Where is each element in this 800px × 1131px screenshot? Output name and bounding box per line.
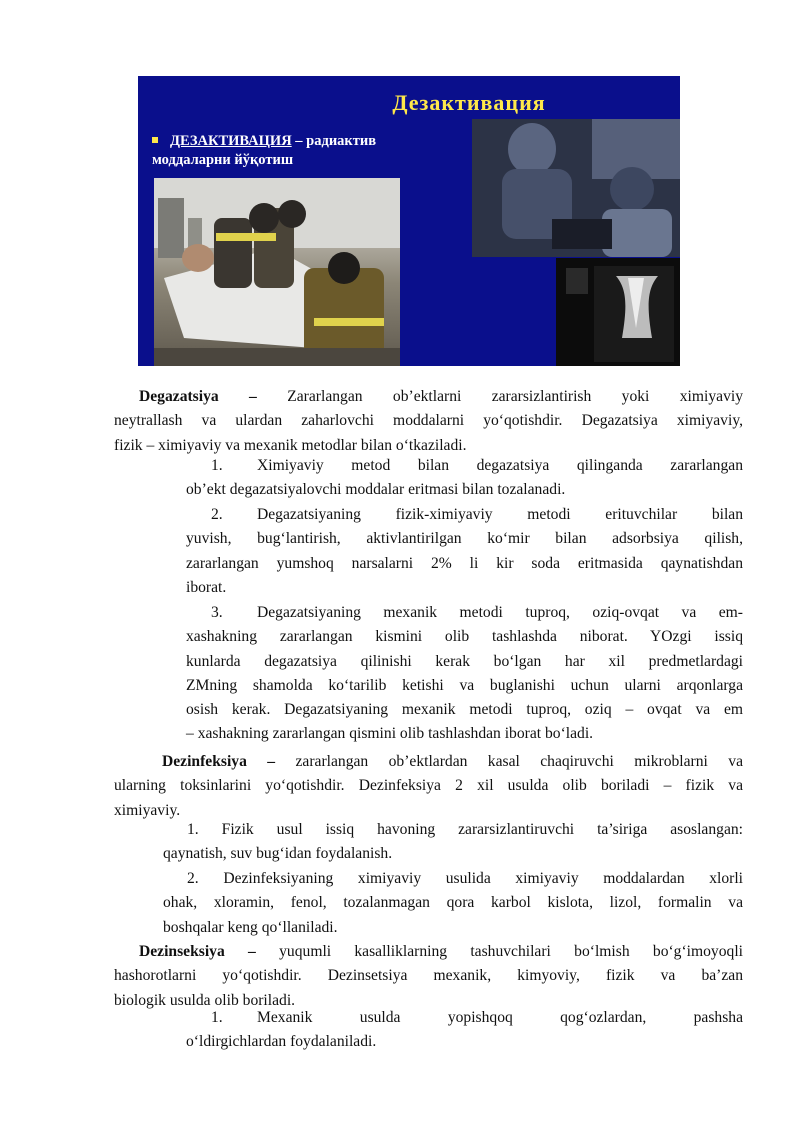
degazatsiya-paragraph: [114, 385, 743, 458]
item-number: 3.: [211, 604, 223, 621]
item-number: 1.: [187, 821, 199, 838]
text-line: Ximiyaviy metod bilan degazatsiya qilinganda zararlangan: [257, 457, 743, 474]
item-number: 2.: [187, 870, 199, 887]
slide-bullet-keyword: ДЕЗАКТИВАЦИЯ: [170, 133, 292, 149]
item-number: 2.: [211, 506, 223, 523]
rescue-photo: [154, 178, 400, 366]
text-line: Dezinfeksiyaning ximiyaviy usulida ximiyaviy moddalardan xlorli: [223, 870, 743, 887]
text-line: ZMning shamolda ko‘tarilib ketishi va buglanishi uchun ularni arqonlarga: [186, 676, 743, 694]
text-line: ob’ekt degazatsiyalovchi moddalar eritmasi bilan tozalanadi.: [186, 481, 566, 499]
xray-photo: [556, 258, 680, 366]
text-line: boshqalar keng qo‘llaniladi.: [163, 918, 338, 936]
lab-photo: [472, 119, 680, 257]
text-line: Degazatsiyaning fizik-ximiyaviy metodi erituvchilar bilan: [257, 506, 743, 523]
text-line: hashorotlarni yo‘qotishdir. Dezinsetsiya mexanik, kimyoviy, fizik va ba’zan: [114, 967, 743, 985]
text-line: fizik – ximiyaviy va mexanik metodlar bilan o‘tkaziladi.: [114, 436, 467, 454]
slide-image: [138, 76, 680, 366]
degaz-item-1: [186, 454, 743, 503]
dezinseksiya-paragraph: [114, 940, 743, 1013]
slide-title: Дезактивация: [392, 90, 546, 115]
text-line: zararlangan ob’ektlardan kasal chaqiruvchi mikroblarni va: [275, 753, 743, 770]
text-line: biologik usulda olib boriladi.: [114, 991, 296, 1009]
text-line: Zararlangan ob’ektlarni zararsizlantirish yoki ximiyaviy: [256, 388, 743, 405]
text-line: ximiyaviy.: [114, 801, 181, 819]
slide-bullet-line2: моддаларни йўқотиш: [152, 152, 294, 168]
text-line: zararlangan yumshoq narsalarni 2% li kir soda eritmasida qaynatishdan: [186, 554, 743, 572]
slide-bullet: [152, 132, 472, 170]
text-line: ohak, xloramin, fenol, tozalanmagan qora karbol kislota, lizol, formalin va: [163, 894, 743, 912]
text-line: ularning toksinlarini yo‘qotishdir. Dezinfeksiya 2 xil usulda olib boriladi – fizik va: [114, 777, 743, 795]
degaz-item-3: [186, 601, 743, 747]
text-line: xashakning zararlangan kismini olib tashlashda niborat. YOzgi issiq: [186, 628, 743, 646]
item-number: 1.: [211, 457, 223, 474]
degaz-item-2: [186, 503, 743, 600]
text-line: qaynatish, suv bug‘idan foydalanish.: [163, 845, 393, 863]
item-number: 1.: [211, 1009, 223, 1026]
degazatsiya-term: Degazatsiya –: [139, 388, 257, 405]
dezinfeksiya-paragraph: [114, 750, 743, 823]
text-line: iborat.: [186, 578, 227, 596]
text-line: o‘ldirgichlardan foydalaniladi.: [186, 1033, 377, 1051]
text-line: neytrallash va ulardan zaharlovchi moddalarni yo‘qotishdir. Degazatsiya ximiyaviy,: [114, 412, 743, 430]
text-line: Fizik usul issiq havoning zararsizlantiruvchi ta’siriga asoslangan:: [221, 821, 743, 838]
text-line: yuqumli kasalliklarning tashuvchilari bo‘lmish bo‘g‘imoyoqli: [255, 943, 743, 960]
text-line: kunlarda degazatsiya qilinishi kerak bo‘lgan har xil predmetlardagi: [186, 652, 743, 670]
text-line: osish kerak. Degazatsiyaning mexanik metodi tuproq, oziq – ovqat va em: [186, 701, 743, 719]
dezinfeksiya-term: Dezinfeksiya –: [162, 753, 276, 770]
text-line: – xashakning zararlangan qismini olib tashlashdan iborat bo‘ladi.: [186, 725, 594, 743]
dezinf-item-2: [163, 867, 743, 940]
text-line: Mexanik usulda yopishqoq qog‘ozlardan, pashsha: [257, 1009, 743, 1026]
slide-bullet-line1: – радиактив: [291, 133, 377, 149]
dezinseksiya-term: Dezinseksiya –: [139, 943, 256, 960]
text-line: Degazatsiyaning mexanik metodi tuproq, oziq-ovqat va em-: [257, 604, 743, 621]
bullet-square-icon: [152, 137, 158, 143]
dezinf-item-1: [163, 818, 743, 867]
dezins-item-1: [186, 1006, 743, 1055]
text-line: yuvish, bug‘lantirish, aktivlantirilgan ko‘mir bilan adsorbsiya qilish,: [186, 530, 743, 548]
